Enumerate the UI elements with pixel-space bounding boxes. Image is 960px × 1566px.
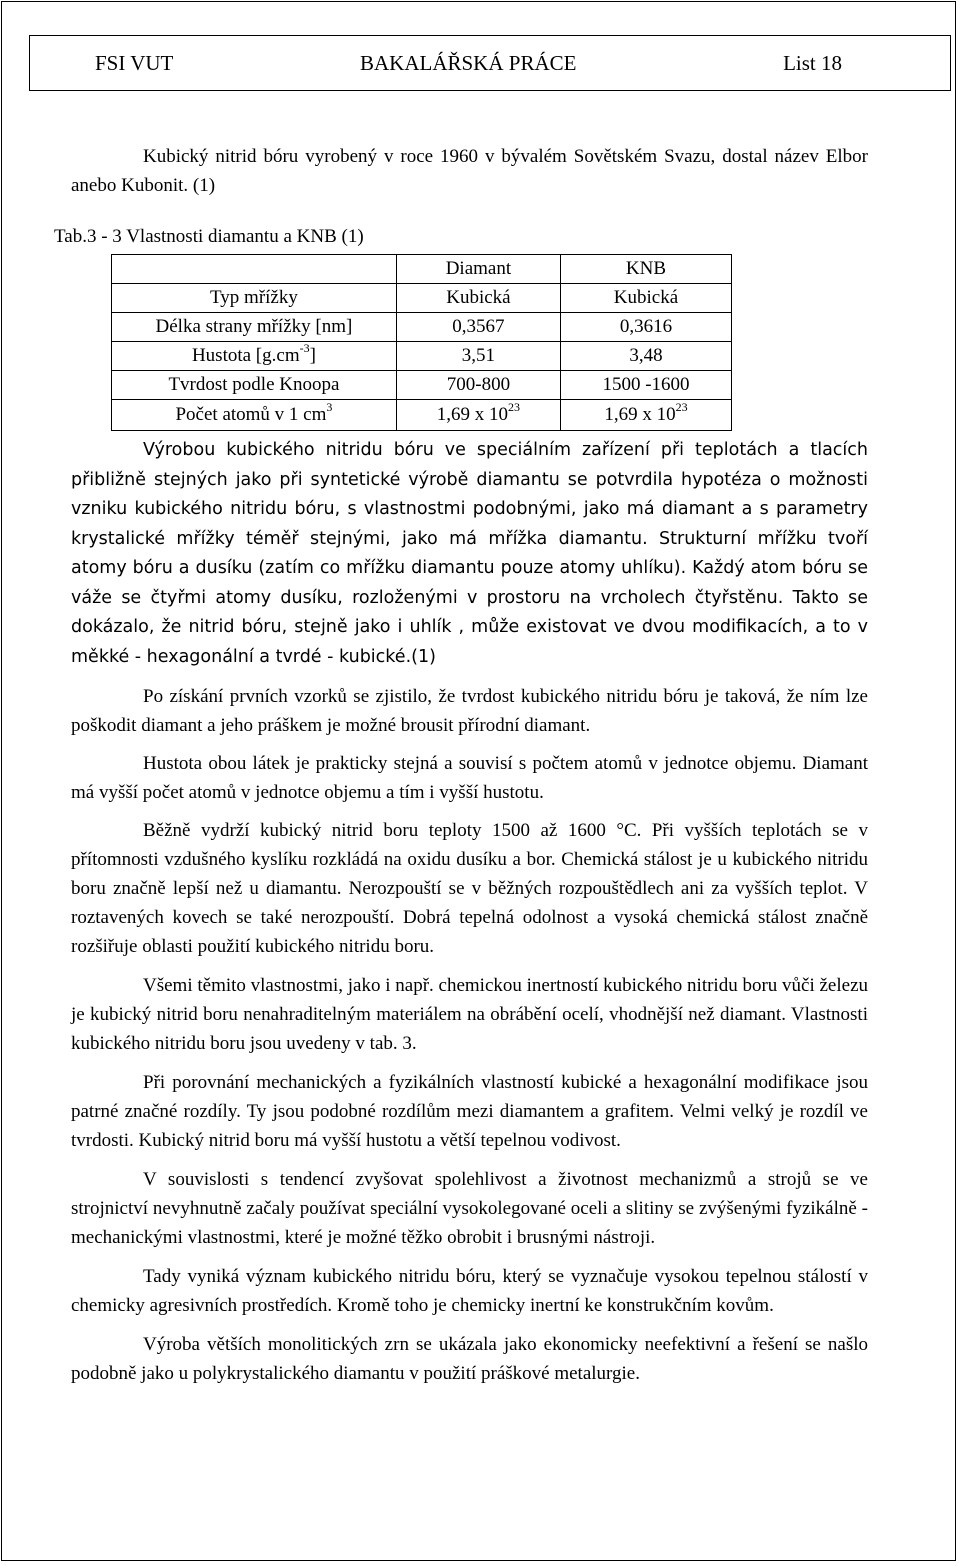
paragraph-production: Výroba větších monolitických zrn se ukázala jako ekonomicky neefektivní a řešení se našlo podobně jako u polykrystalického diamantu v použití práškové metalurgie. (71, 1334, 868, 1384)
intro-block (71, 142, 868, 200)
table-cell: 0,3616 (560, 313, 731, 342)
label-text: Hustota [g.cm (191, 345, 300, 366)
paragraph-comparison: Při porovnání mechanických a fyzikálních vlastností kubické a hexagonální modifikace jsou patrné značné rozdíly. Ty jsou podobné rozdílům mezi diamantem a grafitem. Velmi velký je rozdíl ve tvrdosti. Kubický nitrid boru má vyšší hustotu a větší tepelnou vodivost. (71, 1072, 868, 1151)
value-text: 1,69 x 10 (436, 404, 509, 425)
paragraph-significance: Tady vyniká význam kubického nitridu bóru, který se vyznačuje vysokou tepelnou stálostí v chemicky agresivních prostředích. Kromě toho je chemicky inertní ke konstrukčním kovům. (71, 1266, 868, 1316)
table-header-row (112, 255, 732, 284)
table-cell: 700-800 (396, 371, 560, 400)
paragraph-density: Hustota obou látek je prakticky stejná a souvisí s počtem atomů v jednotce objemu. Diamant má vyšší počet atomů v jednotce objemu a tím i vyšší hustotu. (71, 753, 868, 803)
table-row (112, 342, 732, 371)
table-row (112, 371, 732, 400)
table-cell-label: Typ mřížky (112, 284, 397, 313)
table-cell: Kubická (396, 284, 560, 313)
table-row (112, 313, 732, 342)
table-cell-label (112, 400, 397, 431)
intro-paragraph: Kubický nitrid bóru vyrobený v roce 1960 v bývalém Sovětském Svazu, dostal název Elbor anebo Kubonit. (1) (71, 146, 868, 196)
body-text (71, 436, 868, 1388)
page-header (29, 35, 951, 91)
table-header-cell (112, 255, 397, 284)
paragraph-inertness: Všemi těmito vlastnostmi, jako i např. chemickou inertností kubického nitridu boru vůči železu je kubický nitrid boru nenahraditelným materiálem na obrábění ocelí, vhodnější než diamant. Vlastnosti kubického nitridu boru jsou uvedeny v tab. 3. (71, 975, 869, 1054)
paragraph-structure: Výrobou kubického nitridu bóru ve speciálním zařízení při teplotách a tlacích přibližně stejných jako při syntetické výrobě diamantu se potvrdila hypotéza o možnosti vzniku kubického nitridu bóru, s vlastnostmi podobnými, jako má diamant a s parametry krystalické mřížky téměř stejnými, jako má mřížka diamantu. Strukturní mřížku tvoří atomy bóru a dusíku (zatím co mřížku diamantu pouze atomy uhlíku). Každý atom bóru se váže se čtyřmi atomy dusíku, rozloženými v prostoru na vrcholech čtyřstěnu. Takto se dokázalo, že nitrid bóru, stejně jako i uhlík , může existovat ve dvou modifikacích, a to v měkké - hexagonální a tvrdé - kubické.(1) (71, 440, 868, 667)
table-caption: Tab.3 - 3 Vlastnosti diamantu a KNB (1) (54, 226, 364, 247)
paragraph-thermal: Běžně vydrží kubický nitrid boru teploty 1500 až 1600 °C. Při vyšších teplotách se v přítomnosti vzdušného kyslíku rozkládá na oxidu dusíku a bor. Chemická stálost je u kubického nitridu boru značně lepší než u diamantu. Nerozpouští se v běžných rozpouštědlech ani za vyšších teplot. V roztavených kovech se také nerozpouští. Dobrá tepelná odolnost a vysoká chemická stálost značně rozšiřuje oblasti použití kubického nitridu boru. (71, 820, 868, 957)
table-cell: 3,48 (560, 342, 731, 371)
value-sup: 23 (508, 399, 521, 414)
header-title: BAKALÁŘSKÁ PRÁCE (360, 51, 577, 75)
table-cell: 3,51 (396, 342, 560, 371)
table-cell: 1500 -1600 (560, 371, 731, 400)
label-text: Počet atomů v 1 cm (175, 404, 327, 425)
table-cell (560, 400, 731, 431)
label-after: ] (309, 345, 316, 366)
paragraph-hardness: Po získání prvních vzorků se zjistilo, že tvrdost kubického nitridu bóru je taková, že ním lze poškodit diamant a jeho práškem je možné brousit přírodní diamant. (71, 686, 868, 736)
table-header-cell: Diamant (396, 255, 560, 284)
table-cell (396, 400, 560, 431)
properties-table (111, 254, 732, 431)
table-cell-label: Délka strany mřížky [nm] (112, 313, 397, 342)
label-sup: 3 (326, 399, 333, 414)
table-row (112, 400, 732, 431)
table-cell-label (112, 342, 397, 371)
table-cell: Kubická (560, 284, 731, 313)
table-header-cell: KNB (560, 255, 731, 284)
table-row (112, 284, 732, 313)
value-text: 1,69 x 10 (604, 404, 676, 425)
value-sup: 23 (675, 399, 688, 414)
table-cell: 0,3567 (396, 313, 560, 342)
header-page-number: List 18 (783, 51, 842, 75)
table-cell-label: Tvrdost podle Knoopa (112, 371, 397, 400)
paragraph-reliability: V souvislosti s tendencí zvyšovat spolehlivost a životnost mechanizmů a strojů se ve strojnictví nevyhnutně začaly používat speciální vysokolegované oceli a slitiny se zvýšenými fyzikálně - mechanickými vlastnostmi, které je možné těžko obrobit i brusnými nástroji. (71, 1169, 868, 1248)
label-sup: -3 (299, 340, 310, 355)
header-institution: FSI VUT (95, 51, 174, 75)
